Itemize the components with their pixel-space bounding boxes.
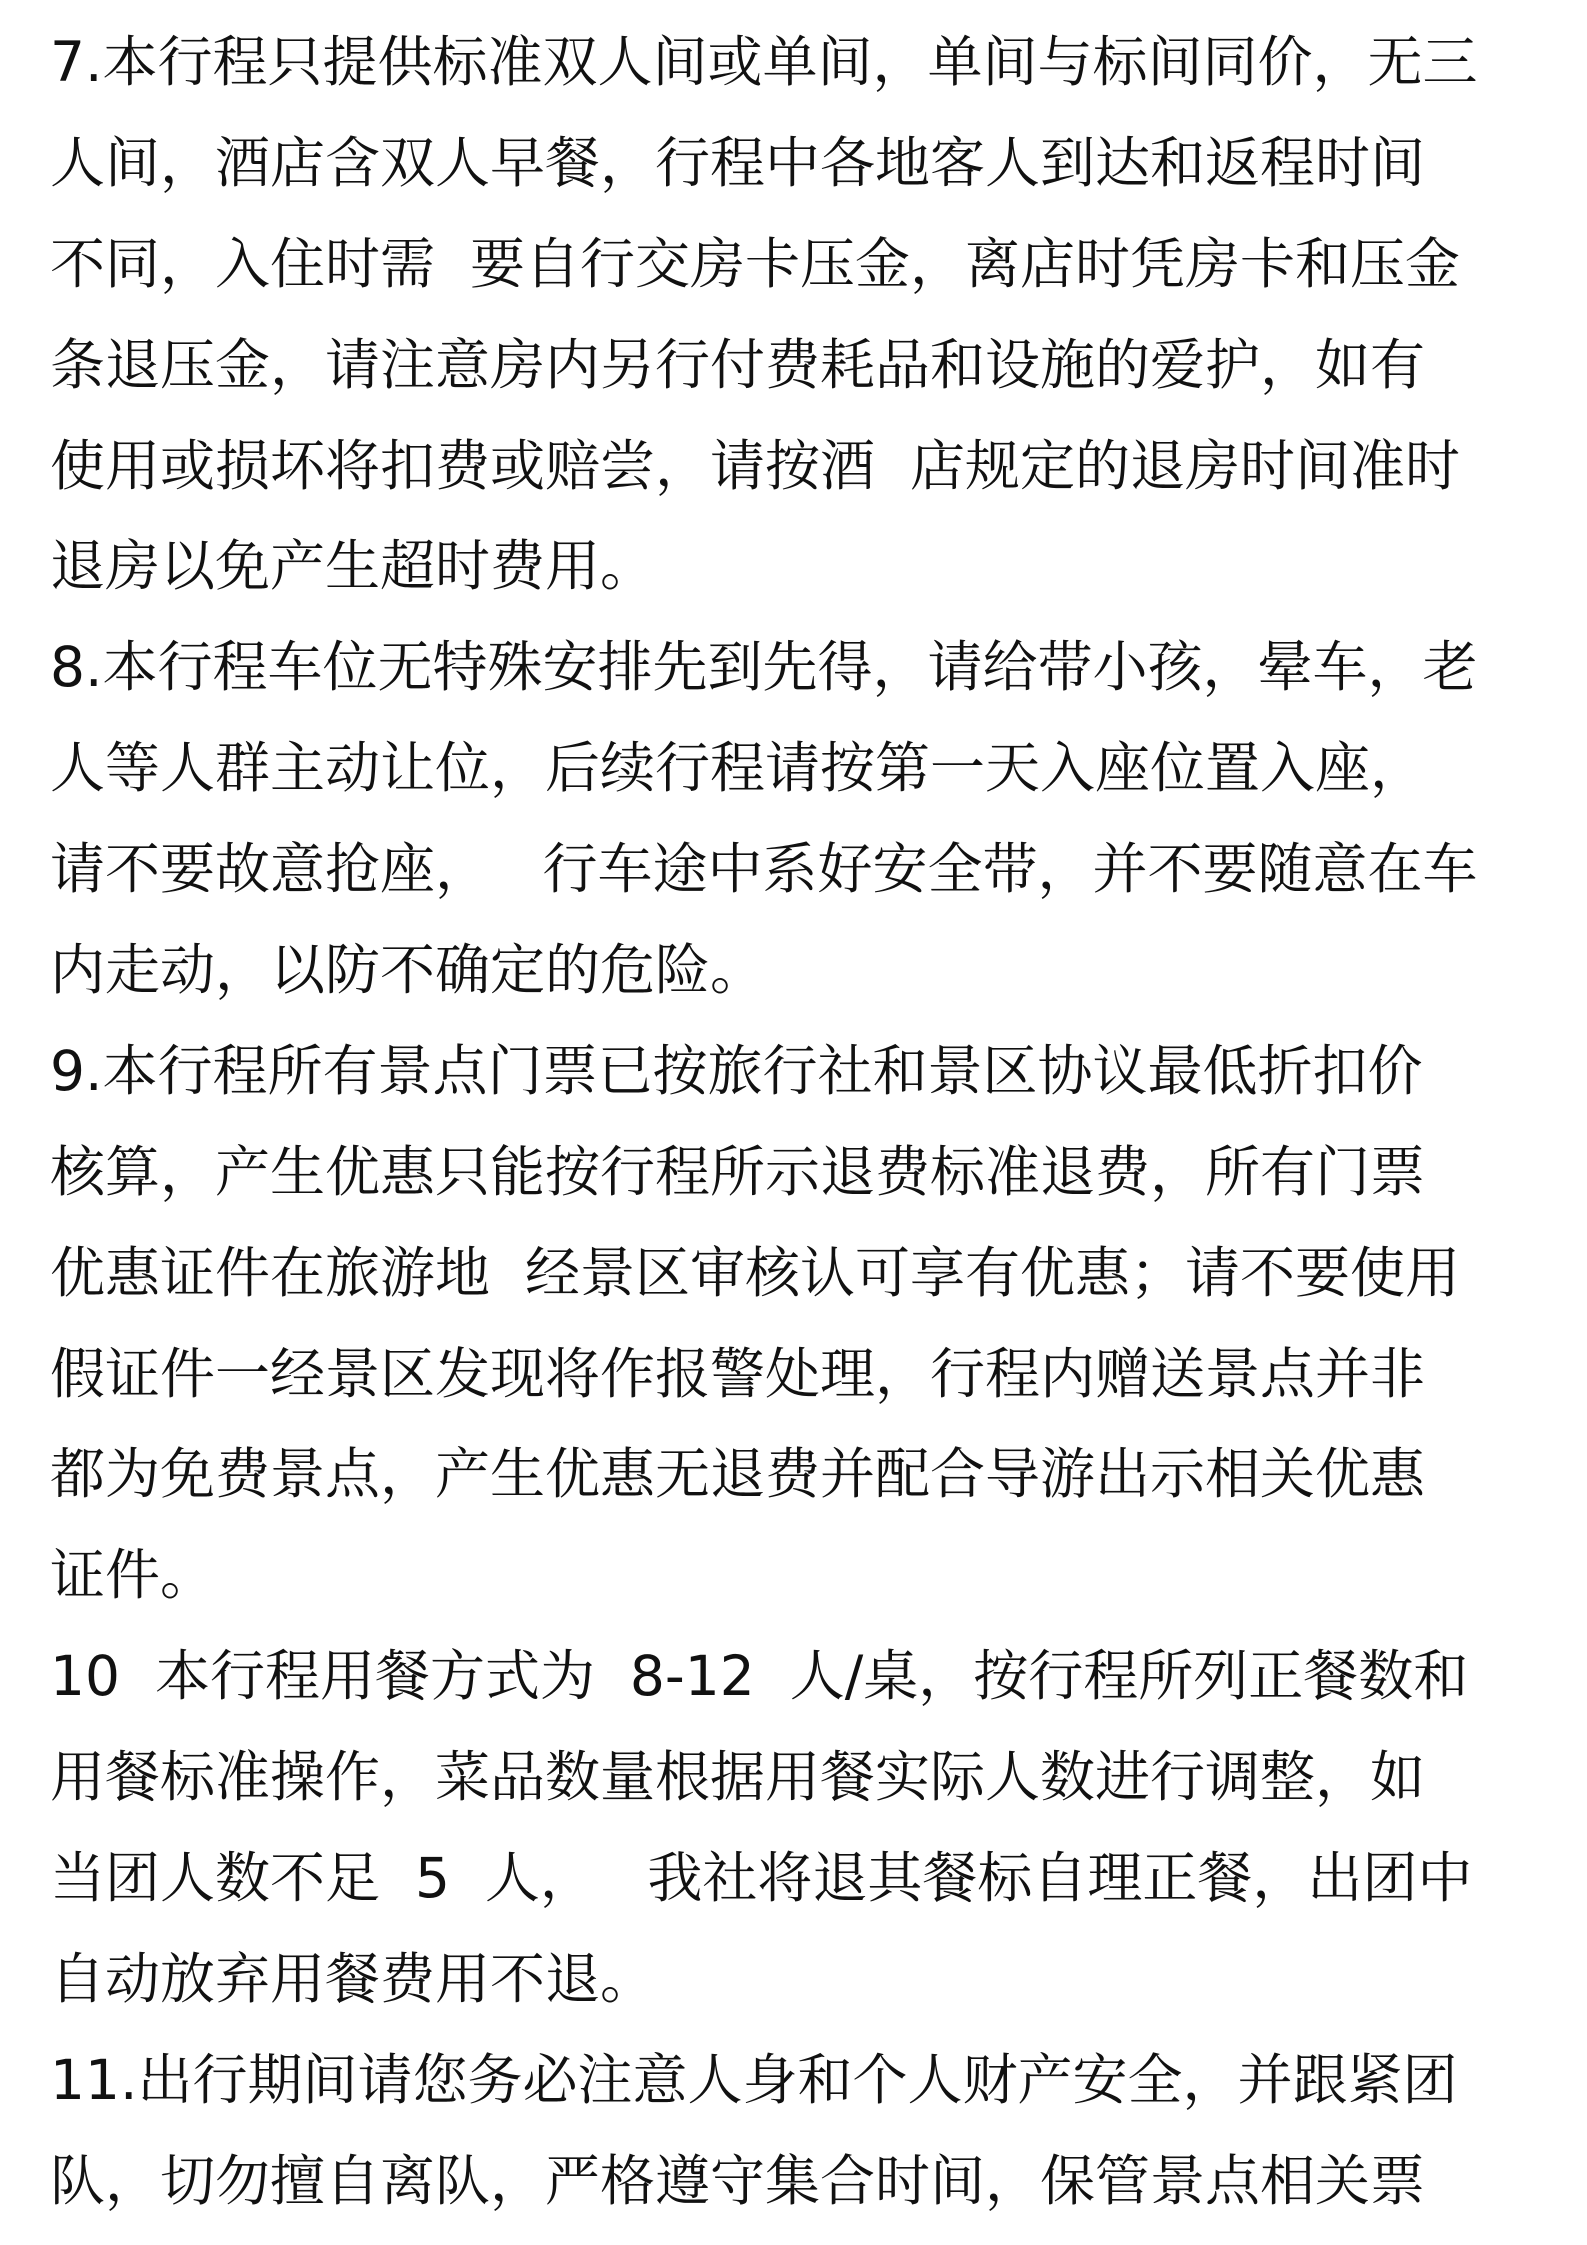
text-line: 当团人数不足 5 人， 我社将退其餐标自理正餐，出团中	[50, 1846, 1473, 1911]
text-line: 退房以免产生超时费用。	[50, 534, 656, 599]
text-line: 11.出行期间请您务必注意人身和个人财产安全，并跟紧团	[50, 2047, 1458, 2112]
text-line: 9.本行程所有景点门票已按旅行社和景区协议最低折扣价	[50, 1038, 1423, 1103]
text-line: 7.本行程只提供标准双人间或单间，单间与标间同价，无三	[50, 30, 1478, 94]
text-line: 条退压金，请注意房内另行付费耗品和设施的爱护，如有	[50, 332, 1426, 397]
text-line: 优惠证件在旅游地 经景区审核认可享有优惠；请不要使用	[50, 1240, 1460, 1305]
text-line: 核算，产生优惠只能按行程所示退费标准退费，所有门票	[50, 1139, 1426, 1204]
document-page	[50, 12, 1550, 2245]
text-line: 自动放弃用餐费用不退。	[50, 1946, 656, 2011]
text-line: 假证件一经景区发现将作报警处理，行程内赠送景点并非	[50, 1341, 1426, 1406]
text-line: 8.本行程车位无特殊安排先到先得，请给带小孩，晕车，老	[50, 635, 1478, 700]
text-line: 请不要故意抢座， 行车途中系好安全带，并不要随意在车	[50, 837, 1478, 902]
text-line: 用餐标准操作，菜品数量根据用餐实际人数进行调整，如	[50, 1745, 1426, 1810]
text-line: 证件。	[50, 1543, 216, 1608]
text-line: 10 本行程用餐方式为 8-12 人/桌，按行程所列正餐数和	[50, 1644, 1469, 1709]
text-line: 使用或损坏将扣费或赔尝，请按酒 店规定的退房时间准时	[50, 433, 1460, 498]
text-line: 不同，入住时需 要自行交房卡压金，离店时凭房卡和压金	[50, 231, 1460, 296]
text-line: 人等人群主动让位，后续行程请按第一天入座位置入座，	[50, 736, 1426, 801]
text-line: 都为免费景点，产生优惠无退费并配合导游出示相关优惠	[50, 1442, 1426, 1507]
text-line: 人间，酒店含双人早餐，行程中各地客人到达和返程时间	[50, 130, 1426, 195]
text-line: 队，切勿擅自离队，严格遵守集合时间，保管景点相关票	[50, 2148, 1426, 2213]
text-line: 内走动，以防不确定的危险。	[50, 938, 766, 1003]
